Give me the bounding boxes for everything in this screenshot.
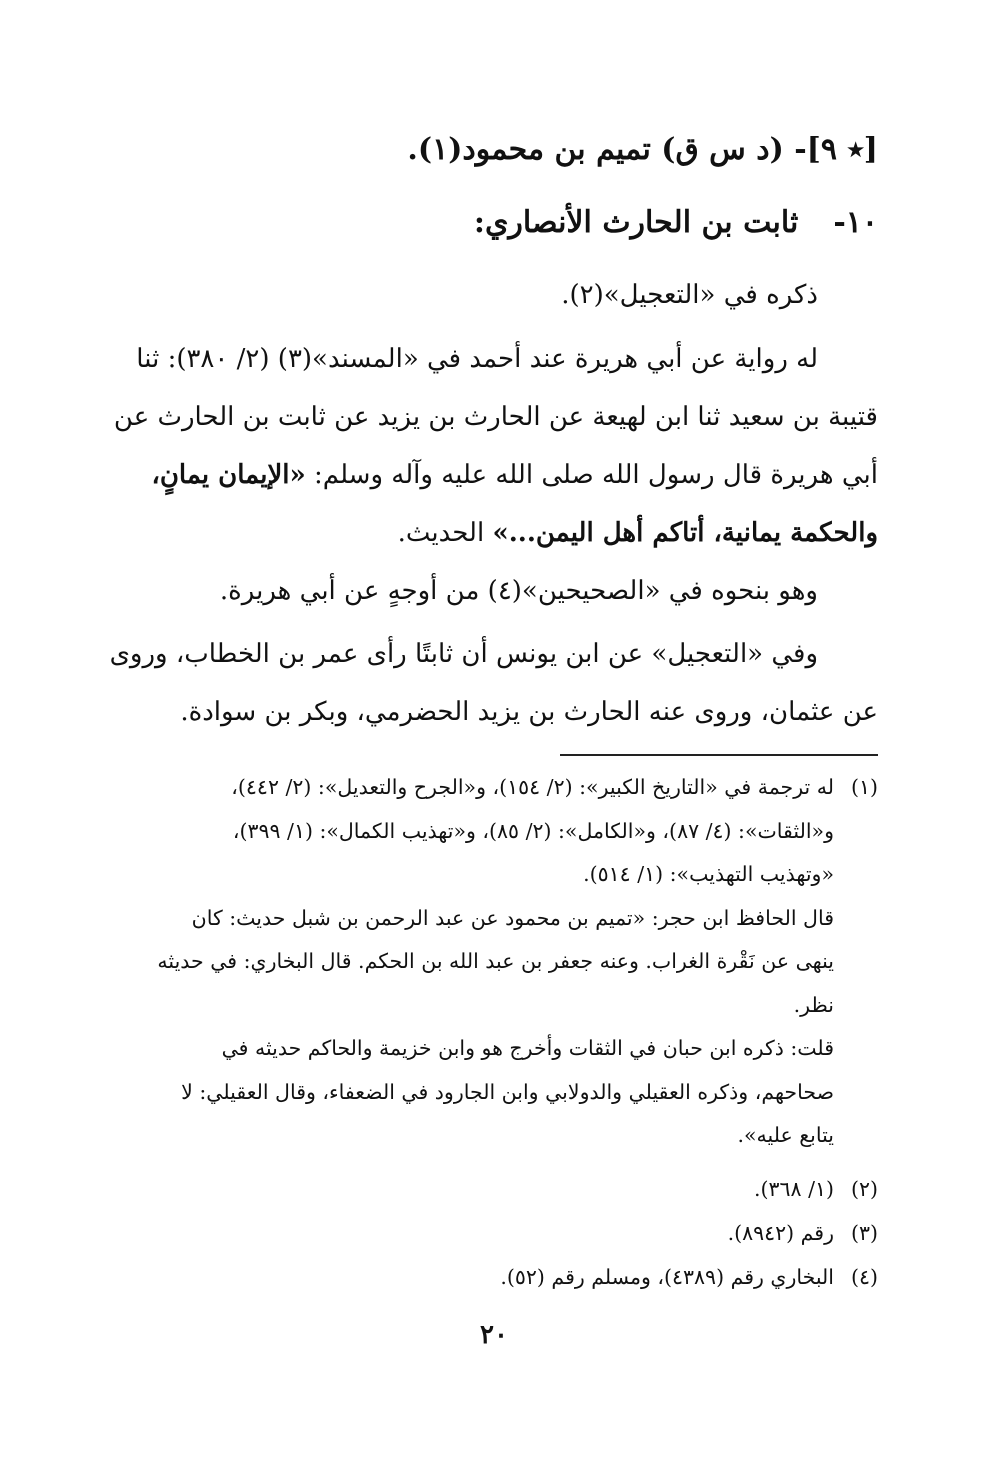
- paragraph-2: وهو بنحوه في «الصحيحين»(٤) من أوجهٍ عن أبي هريرة.: [219, 576, 818, 606]
- entry-10-heading: [474, 205, 878, 240]
- footnote-2-number: (٢): [850, 1177, 878, 1201]
- paragraph-1-line-2: قتيبة بن سعيد ثنا ابن لهيعة عن الحارث بن يزيد عن ثابت بن الحارث عن: [113, 402, 878, 432]
- mention-line: ذكره في «التعجيل»(٢).: [561, 280, 818, 310]
- paragraph-1: [100, 330, 878, 562]
- footnote-4-number: (٤): [850, 1265, 878, 1289]
- footnote-separator: [560, 754, 878, 756]
- page-number: ٢٠: [480, 1320, 508, 1350]
- footnote-3-number: (٣): [850, 1221, 878, 1245]
- entry-10-number: ١٠-: [833, 205, 878, 240]
- paragraph-1-line-4: والحكمة يمانية، أتاكم أهل اليمن...» الحديث.: [397, 518, 878, 548]
- paragraph-3-line-2: عن عثمان، وروى عنه الحارث بن يزيد الحضرمي، وبكر بن سوادة.: [180, 697, 878, 727]
- paragraph-1-line-3: أبي هريرة قال رسول الله صلى الله عليه وآله وسلم: «الإيمان يمانٍ،: [151, 460, 878, 490]
- entry-10-title: ثابت بن الحارث الأنصاري:: [473, 205, 799, 240]
- footnote-1-number: (١): [850, 775, 878, 799]
- footnote-3: (٣)رقم (٨٩٤٢).: [100, 1212, 878, 1256]
- paragraph-3-line-1: وفي «التعجيل» عن ابن يونس أن ثابتًا رأى عمر بن الخطاب، وروى: [109, 639, 818, 669]
- paragraph-1-line-1: له رواية عن أبي هريرة عند أحمد في «المسند»(٣) (٢/ ٣٨٠): ثنا: [136, 344, 818, 374]
- paragraph-3: [100, 625, 878, 741]
- footnote-4: (٤)البخاري رقم (٤٣٨٩)، ومسلم رقم (٥٢).: [100, 1256, 878, 1300]
- entry-9-heading: [٭ ٩]- (د س ق) تميم بن محمود(١).: [407, 132, 878, 167]
- footnote-1: (١)له ترجمة في «التاريخ الكبير»: (٢/ ١٥٤)، و«الجرح والتعديل»: (٢/ ٤٤٢)، و«الثقات»: (٤/ ٨٧)، و«الكامل»: (٢/ ٨٥)، و«تهذيب الكمال»: (١/ ٣٩٩)، «وتهذيب التهذيب»: (١/ ٥١٤). قال الحافظ ابن حجر: «تميم بن محمود عن عبد الرحمن بن شبل حديث: كان ينهى عن نَقْرة الغراب. وعنه جعفر بن عبد الله بن الحكم. قال البخاري: في حديثه نظر. قلت: ذكره ابن حبان في الثقات وأخرج هو وابن خزيمة والحاكم حديثه في صحاحهم، وذكره العقيلي والدولابي وابن الجارود في الضعفاء، وقال العقيلي: لا يتابع عليه».: [100, 766, 878, 1158]
- footnote-2: (٢)(١/ ٣٦٨).: [100, 1168, 878, 1212]
